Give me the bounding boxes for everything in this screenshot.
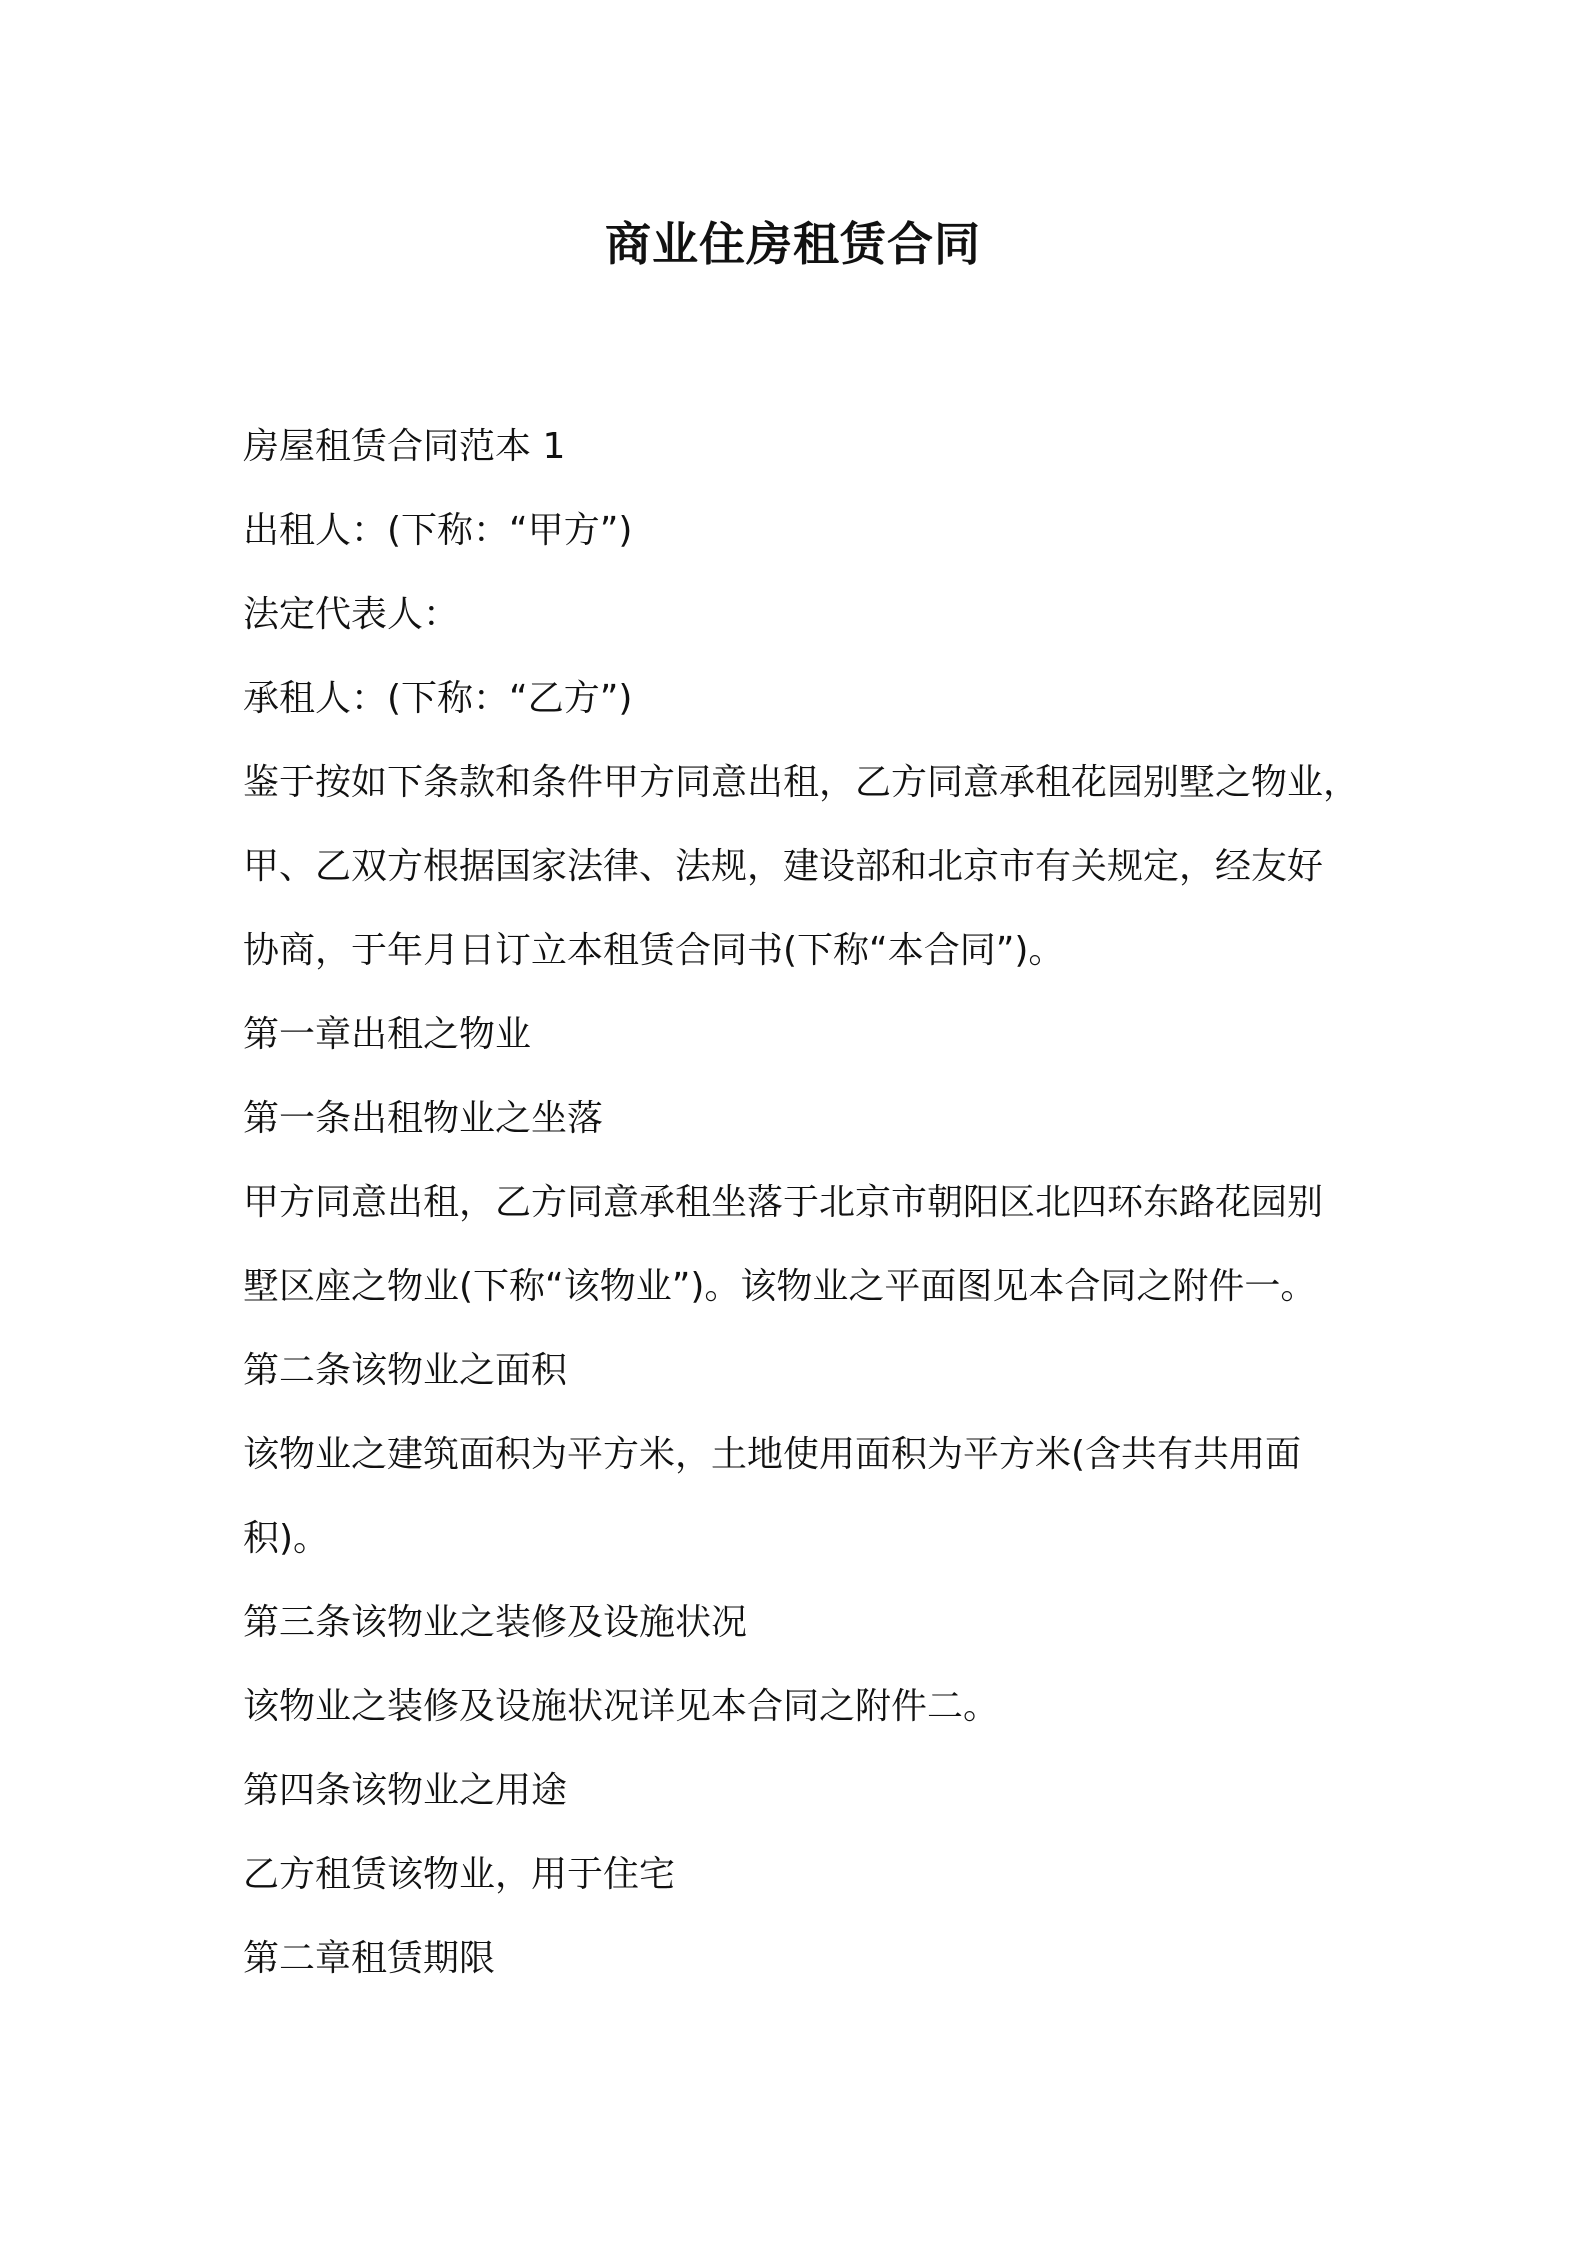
subtitle-template-number: 房屋租赁合同范本 1 [243,426,566,467]
article-text: 甲方同意出租，乙方同意承租坐落于北京市朝阳区北四环东路花园别 [243,1182,1324,1223]
article-heading: 第二条该物业之面积 [243,1350,568,1391]
document-title: 商业住房租赁合同 [605,217,981,271]
article-text: 该物业之建筑面积为平方米，土地使用面积为平方米(含共有共用面 [243,1434,1302,1475]
chapter-heading: 第二章租赁期限 [243,1938,496,1979]
preamble-line: 甲、乙双方根据国家法律、法规，建设部和北京市有关规定，经友好 [243,846,1324,887]
lessee-line: 承租人：(下称：“乙方”) [243,678,633,719]
article-text: 积)。 [243,1518,330,1559]
article-heading: 第三条该物业之装修及设施状况 [243,1602,748,1643]
preamble-line: 鉴于按如下条款和条件甲方同意出租，乙方同意承租花园别墅之物业， [243,762,1360,803]
article-text: 墅区座之物业(下称“该物业”)。该物业之平面图见本合同之附件一。 [243,1266,1317,1307]
article-text: 该物业之装修及设施状况详见本合同之附件二。 [243,1686,1000,1727]
lessor-line: 出租人：(下称：“甲方”) [243,510,633,551]
document-body [243,405,1383,2001]
legal-representative-line: 法定代表人： [243,594,460,635]
article-heading: 第四条该物业之用途 [243,1770,568,1811]
article-heading: 第一条出租物业之坐落 [243,1098,604,1139]
chapter-heading: 第一章出租之物业 [243,1014,532,1055]
article-text: 乙方租赁该物业，用于住宅 [243,1854,676,1895]
preamble-line: 协商，于年月日订立本租赁合同书(下称“本合同”)。 [243,930,1065,971]
